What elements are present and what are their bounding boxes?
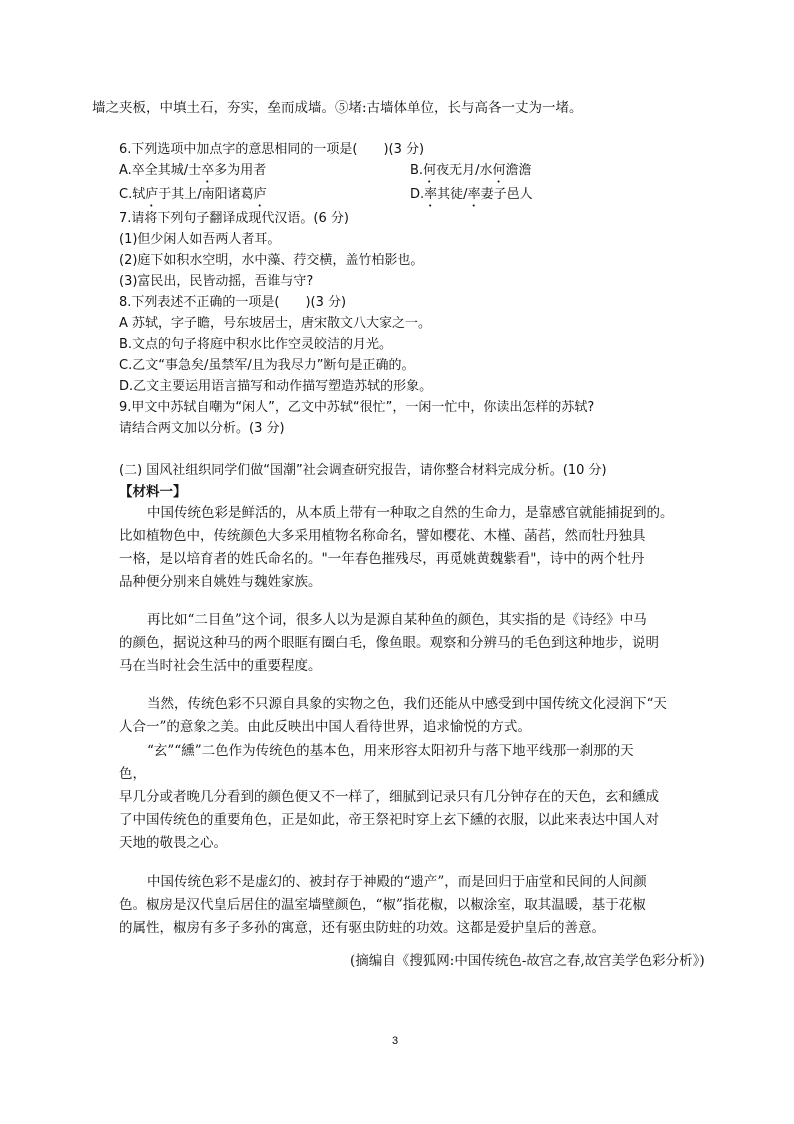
material1-p2-line-1: 再比如“二目鱼”这个词，很多人以为是源自某种鱼的颜色，其实指的是《诗经》中马 <box>147 612 647 628</box>
q6-a-post: 多为用者 <box>214 163 267 178</box>
q6-d-dot1: 率 <box>424 187 438 202</box>
material1-p1-line-4: 品种便分别来自姚姓与魏姓家族。 <box>119 574 322 590</box>
material1-p5-line-2: 色。椒房是汉代皇后居住的温室墙壁颜色，“椒”指花椒，以椒涂室，取其温暖，基于花椒 <box>119 897 646 913</box>
q6-b-pre: B. <box>410 163 424 178</box>
q9-line-2: 请结合两文加以分析。(3 分) <box>119 421 285 436</box>
q6-d-dot2: 率 <box>467 187 481 202</box>
q6-c-dot2: 庐 <box>253 187 267 202</box>
q6-a-mid: 士 <box>188 163 202 178</box>
q7-sentence-1: (1)但少闲人如吾两人者耳。 <box>119 232 281 247</box>
material1-p1-line-1: 中国传统色彩是鲜活的，从本质上带有一种取之自然的生命力，是靠感官就能捕捉到的。 <box>147 505 674 521</box>
q7-stem: 7.请将下列句子翻译成现代汉语。(6 分) <box>119 211 349 226</box>
q6-b-post: 澹澹 <box>505 163 532 178</box>
q6-c-pre: C.轼 <box>119 187 146 202</box>
q6-option-b <box>410 161 532 186</box>
material1-p4-line-4: 了中国传统色的重要角色，正是如此，帝王祭祀时穿上玄下纁的衣服，以此来表达中国人对 <box>119 812 659 828</box>
q7-sentence-3: (3)富民出，民皆动摇，吾谁与守? <box>119 274 314 289</box>
q8-option-a: A 苏轼，字子瞻，号东坡居士，唐宋散文八大家之一。 <box>119 316 432 331</box>
q6-option-d <box>410 185 533 210</box>
q6-a-pre: A.卒全其城/ <box>119 163 189 178</box>
q6-b-mid: 夜无月/水 <box>436 163 493 178</box>
material1-p4-line-1: “玄”“纁”二色作为传统色的基本色，用来形容太阳初升与落下地平线那一刹那的天 <box>147 743 634 759</box>
material1-p1-line-2: 比如植物色中，传统颜色大多采用植物名称命名，譬如樱花、木槿、菡萏，然而牡丹独具 <box>119 528 646 544</box>
material1-p4-line-2: 色， <box>119 766 146 782</box>
material1-p2-line-3: 马在当时社会生活中的重要程度。 <box>119 658 322 674</box>
material1-p5-line-1: 中国传统色彩不是虚幻的、被封存于神殿的“遗产”，而是回归于庙堂和民间的人间颜 <box>147 874 647 890</box>
q6-b-dot1: 何 <box>423 163 437 178</box>
material1-p1-line-3: 一格，是以培育者的姓氏命名的。"一年春色摧残尽，再觅姚黄魏紫看"，诗中的两个牡丹 <box>119 551 645 567</box>
material1-p5-line-3: 的属性，椒房有多子多孙的寓意，还有驱虫防蛀的功效。这都是爱护皇后的善意。 <box>119 920 605 936</box>
q8-option-d: D.乙文主要运用语言描写和动作描写塑造苏轼的形象。 <box>119 379 433 394</box>
q6-c-dot1: 庐 <box>145 187 159 202</box>
q6-a-dot: 卒 <box>201 163 215 178</box>
q6-d-post: 妻子邑人 <box>480 187 533 202</box>
q8-stem: 8.下列表述不正确的一项是( )(3 分) <box>119 295 347 310</box>
q6-b-dot2: 何 <box>492 163 506 178</box>
q6-c-mid: 于其上/南阳诸葛 <box>158 187 254 202</box>
material1-label: 【材料一】 <box>119 484 187 500</box>
q7-sentence-2: (2)庭下如积水空明，水中藻、荇交横，盖竹柏影也。 <box>119 253 424 268</box>
page-number: 3 <box>392 1035 399 1047</box>
q9-line-1: 9.甲文中苏轼自嘲为“闲人”，乙文中苏轼“很忙”，一闲一忙中，你读出怎样的苏轼? <box>119 400 595 415</box>
q6-d-pre: D. <box>410 187 425 202</box>
material1-p4-line-5: 天地的敬畏之心。 <box>119 835 227 851</box>
material1-p2-line-2: 的颜色，据说这种马的两个眼眶有圈白毛，像鱼眼。观察和分辨马的毛色到这种地步，说明 <box>119 635 659 651</box>
intro-line: 墙之夹板，中填土石，夯实，垒而成墙。⑤堵:古墙体单位，长与高各一丈为一堵。 <box>92 100 583 116</box>
q6-stem: 6.下列选项中加点字的意思相同的一项是( )(3 分) <box>119 142 425 157</box>
q6-option-c <box>119 185 267 210</box>
q6-option-a <box>119 161 266 186</box>
material1-p3-line-1: 当然，传统色彩不只源自具象的实物之色，我们还能从中感受到中国传统文化浸润下“天 <box>147 696 667 712</box>
material1-p3-line-2: 人合一”的意象之美。由此反映出中国人看待世界，追求愉悦的方式。 <box>119 719 531 735</box>
q8-option-b: B.文点的句子将庭中积水比作空灵皎洁的月光。 <box>119 337 393 352</box>
q8-option-c: C.乙文“事急矣/虽禁军/且为我尽力”断句是正确的。 <box>119 358 415 373</box>
section2-heading: (二) 国风社组织同学们做“国潮”社会调查研究报告，请你整合材料完成分析。(10 分) <box>119 463 607 478</box>
material1-source: (摘编自《搜狐网:中国传统色-故宫之春,故宫美学色彩分析》) <box>350 953 705 969</box>
material1-p4-line-3: 早几分或者晚几分看到的颜色便又不一样了，细腻到记录只有几分钟存在的天色，玄和纁成 <box>119 789 659 805</box>
q6-d-mid: 其徒/ <box>437 187 468 202</box>
